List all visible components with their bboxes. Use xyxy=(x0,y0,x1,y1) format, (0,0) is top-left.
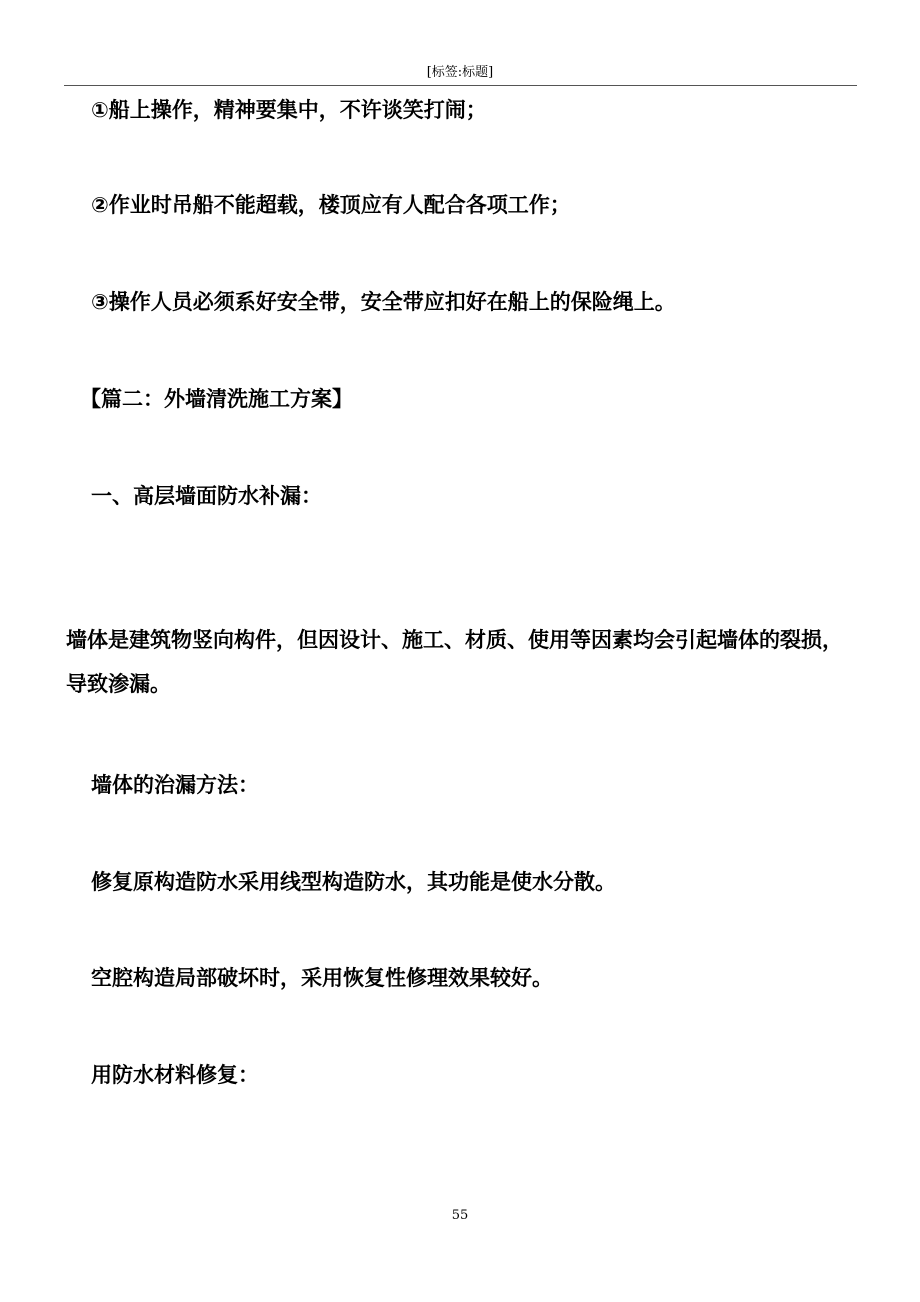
page-number: 55 xyxy=(451,1208,469,1223)
safety-rule-2: ②作业时吊船不能超载，楼顶应有人配合各项工作； xyxy=(91,193,571,217)
repair-method-2: 空腔构造局部破坏时，采用恢复性修理效果较好。 xyxy=(91,966,553,990)
repair-method-3: 用防水材料修复： xyxy=(91,1063,259,1087)
repair-method-heading: 墙体的治漏方法： xyxy=(91,773,259,797)
wall-leakage-paragraph: 墙体是建筑物竖向构件，但因设计、施工、材质、使用等因素均会引起墙体的裂损，导致渗漏。 xyxy=(66,628,843,696)
repair-method-1: 修复原构造防水采用线型构造防水，其功能是使水分散。 xyxy=(91,870,616,894)
safety-rule-1: ①船上操作，精神要集中，不许谈笑打闹； xyxy=(91,98,487,122)
subsection-heading: 一、高层墙面防水补漏： xyxy=(91,484,322,508)
safety-rule-3: ③操作人员必须系好安全带，安全带应扣好在船上的保险绳上。 xyxy=(91,290,676,314)
header-divider xyxy=(64,85,857,86)
page-header-label: [标签:标题] xyxy=(426,65,494,80)
section-heading: 【篇二：外墙清洗施工方案】 xyxy=(80,387,353,411)
